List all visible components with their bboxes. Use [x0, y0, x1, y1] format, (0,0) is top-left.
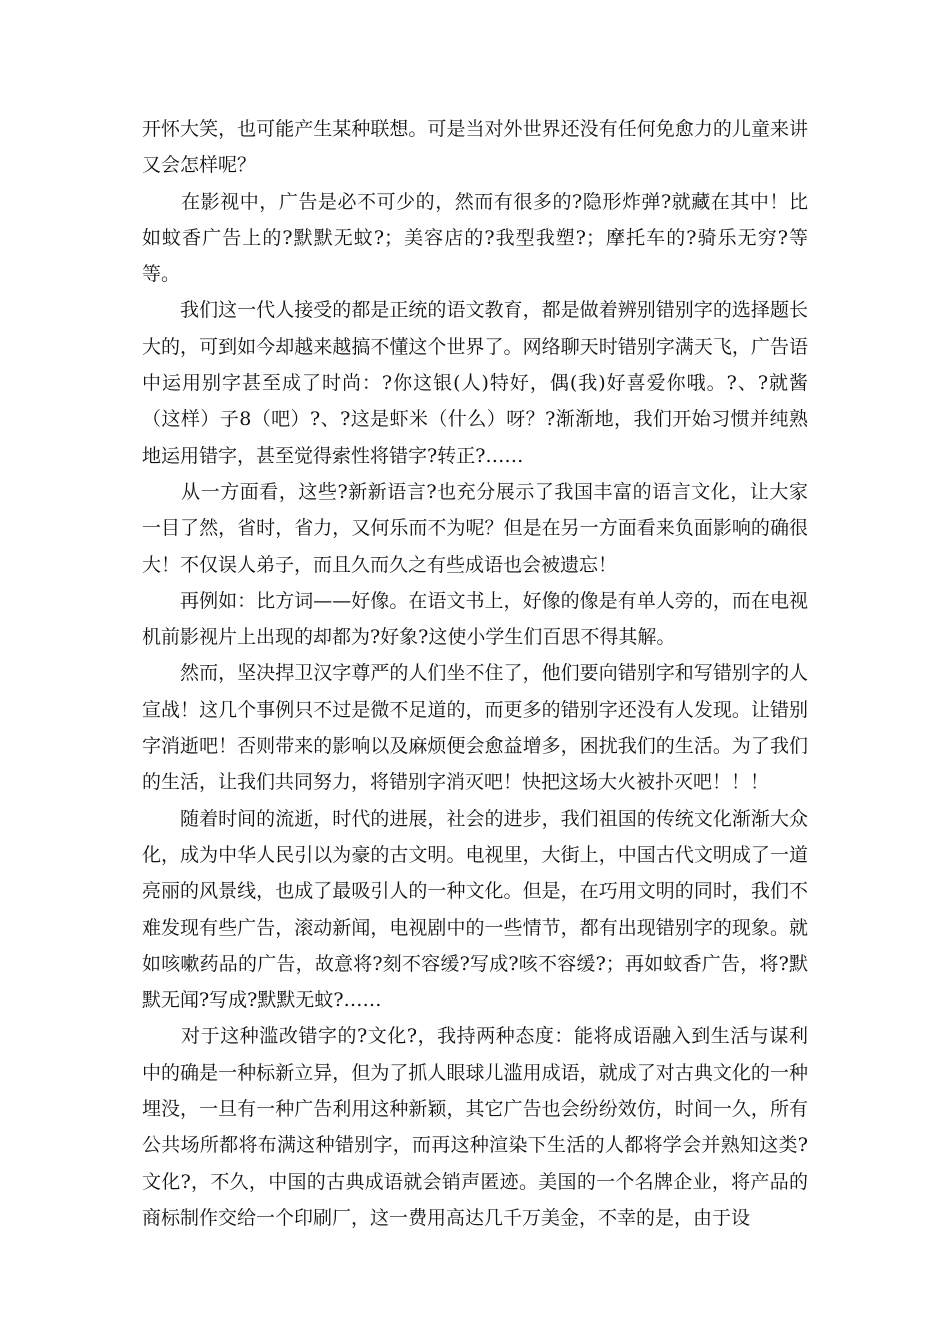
- paragraph-2: 在影视中，广告是必不可少的，然而有很多的?隐形炸弹?就藏在其中！比如蚊香广告上的?默默无蚊?；美容店的?我型我塑?；摩托车的?骑乐无穷?等等。: [142, 190, 808, 286]
- paragraph-8: 对于这种滥改错字的?文化?，我持两种态度：能将成语融入到生活与谋利中的确是一种标新立异，但为了抓人眼球儿滥用成语，就成了对古典文化的一种埋没，一旦有一种广告利用这种新颖，其它广告也会纷纷效仿，时间一久，所有公共场所都将布满这种错别字，而再这种渲染下生活的人都将学会并熟知这类?文化?，不久，中国的古典成语就会销声匿迹。美国的一个名牌企业，将产品的商标制作交给一个印刷厂，这一费用高达几千万美金，不幸的是，由于设: [142, 1025, 808, 1229]
- article-body: [142, 111, 808, 1236]
- paragraph-1: 开怀大笑，也可能产生某种联想。可是当对外世界还没有任何免愈力的儿童来讲又会怎样呢？: [142, 118, 808, 177]
- paragraph-3: 我们这一代人接受的都是正统的语文教育，都是做着辨别错别字的选择题长大的，可到如今却越来越搞不懂这个世界了。网络聊天时错别字满天飞，广告语中运用别字甚至成了时尚：?你这银(人)特好，偶(我)好喜爱你哦。?、?就酱（这样）子8（吧）?、?这是虾米（什么）呀？?渐渐地，我们开始习惯并纯熟地运用错字，甚至觉得索性将错字?转正?……: [142, 299, 808, 467]
- paragraph-7: 随着时间的流逝，时代的进展，社会的进步，我们祖国的传统文化渐渐大众化，成为中华人民引以为豪的古文明。电视里，大街上，中国古代文明成了一道亮丽的风景线，也成了最吸引人的一种文化。但是，在巧用文明的同时，我们不难发现有些广告，滚动新闻，电视剧中的一些情节，都有出现错别字的现象。就如咳嗽药品的广告，故意将?刻不容缓?写成?咳不容缓?；再如蚊香广告，将?默默无闻?写成?默默无蚊?……: [142, 807, 808, 1012]
- paragraph-4: 从一方面看，这些?新新语言?也充分展示了我国丰富的语言文化，让大家一目了然，省时，省力，又何乐而不为呢？但是在另一方面看来负面影响的确很大！不仅误人弟子，而且久而久之有些成语也会被遗忘！: [142, 480, 808, 576]
- paragraph-6: 然而，坚决捍卫汉字尊严的人们坐不住了，他们要向错别字和写错别字的人宣战！这几个事例只不过是微不足道的，而更多的错别字还没有人发现。让错别字消逝吧！否则带来的影响以及麻烦便会愈益增多，困扰我们的生活。为了我们的生活，让我们共同努力，将错别字消灭吧！快把这场大火被扑灭吧！！！: [142, 662, 808, 794]
- paragraph-5: 再例如：比方词——好像。在语文书上，好像的像是有单人旁的，而在电视机前影视片上出现的却都为?好象?这使小学生们百思不得其解。: [142, 589, 808, 649]
